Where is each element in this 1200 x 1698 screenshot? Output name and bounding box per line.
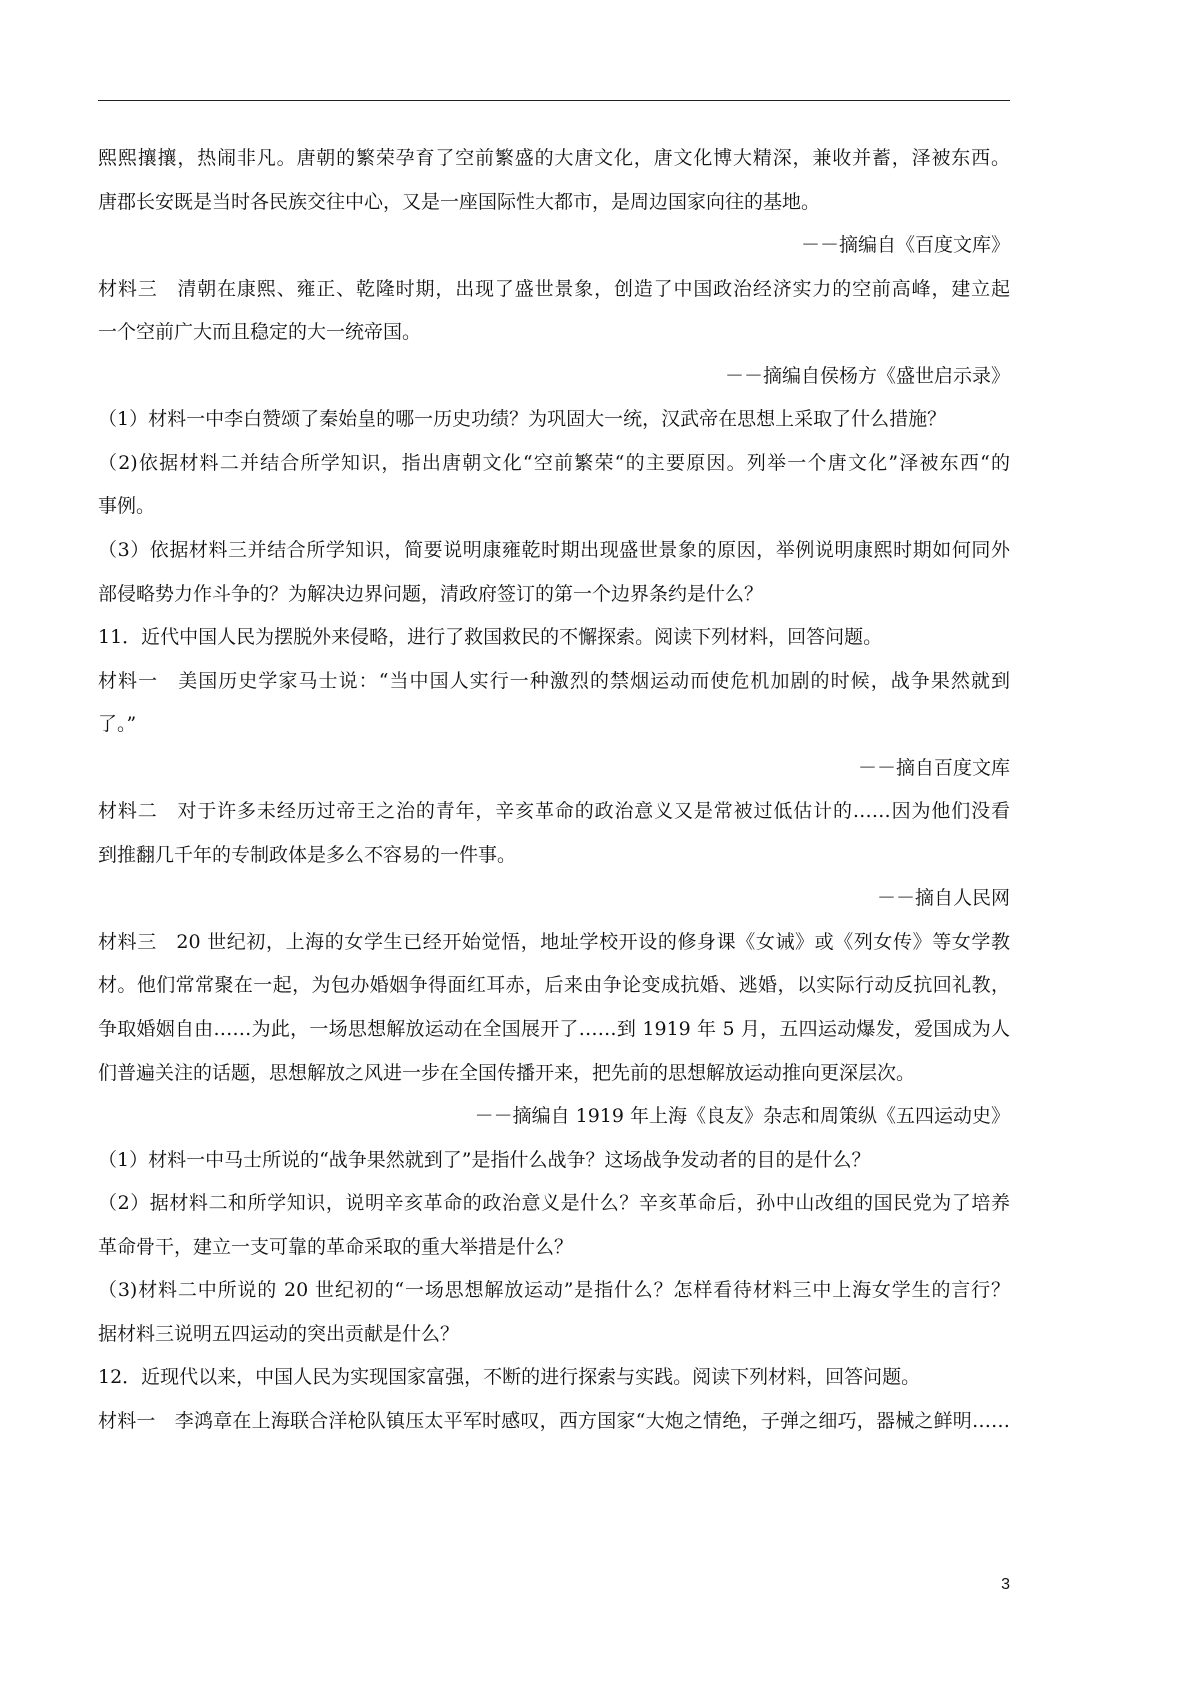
text-line: 据材料三说明五四运动的突出贡献是什么？ [98,1322,460,1345]
text-line: 材。他们常常聚在一起，为包办婚姻争得面红耳赤，后来由争论变成抗婚、逃婚，以实际行动反抗回礼教， [98,974,1010,997]
text-line: 们普遍关注的话题，思想解放之风进一步在全国传播开来，把先前的思想解放运动推向更深层次。 [98,1061,916,1084]
text-line: 材料一 美国历史学家马士说：“当中国人实行一种激烈的禁烟运动而使危机加剧的时候，战争果然就到 [98,669,1010,692]
text-line: （3)材料二中所说的 20 世纪初的“一场思想解放运动”是指什么？怎样看待材料三中上海女学生的言行？ [98,1279,1010,1302]
text-line: 争取婚姻自由……为此，一场思想解放运动在全国展开了……到 1919 年 5 月，五四运动爆发，爱国成为人 [98,1018,1010,1040]
source-citation: －－摘编自 1919 年上海《良友》杂志和周策纵《五四运动史》 [474,1105,1010,1128]
text-line: （3）依据材料三并结合所学知识，简要说明康雍乾时期出现盛世景象的原因，举例说明康熙时期如何同外 [98,538,1010,561]
text-line: （1）材料一中马士所说的“战争果然就到了”是指什么战争？这场战争发动者的目的是什么？ [98,1148,871,1171]
text-line: （2)依据材料二并结合所学知识，指出唐朝文化“空前繁荣“的主要原因。列举一个唐文化”泽被东西“的 [98,451,1010,474]
text-line: 革命骨干，建立一支可靠的革命采取的重大举措是什么？ [98,1235,574,1258]
source-citation: －－摘编自《百度文库》 [800,234,1010,257]
text-line: 到推翻几千年的专制政体是多么不容易的一件事。 [98,843,517,866]
text-line: 唐郡长安既是当时各民族交往中心，又是一座国际性大都市，是周边国家向往的基地。 [98,190,821,213]
text-line: 12．近现代以来，中国人民为实现国家富强，不断的进行探索与实践。阅读下列材料，回答问题。 [98,1366,921,1389]
text-line: 11．近代中国人民为摆脱外来侵略，进行了救国救民的不懈探索。阅读下列材料，回答问题。 [98,626,883,649]
text-line: （1）材料一中李白赞颂了秦始皇的哪一历史功绩？为巩固大一统，汉武帝在思想上采取了什么措施？ [98,408,947,431]
text-line: 材料三 清朝在康熙、雍正、乾隆时期，出现了盛世景象，创造了中国政治经济实力的空前高峰，建立起 [98,277,1010,300]
text-line: 了。” [98,713,137,736]
page-number: 3 [1001,1576,1010,1593]
source-citation: －－摘编自侯杨方《盛世启示录》 [724,364,1010,387]
text-line: 材料二 对于许多未经历过帝王之治的青年，辛亥革命的政治意义又是常被过低估计的……因为他们没看 [98,800,1010,823]
text-line: （2）据材料二和所学知识，说明辛亥革命的政治意义是什么？辛亥革命后，孙中山改组的国民党为了培养 [98,1192,1010,1215]
source-citation: －－摘自百度文库 [857,756,1010,779]
source-citation: －－摘自人民网 [876,887,1010,910]
header-rule [98,100,1010,101]
text-line: 事例。 [98,495,156,518]
text-line: 材料三 20 世纪初，上海的女学生已经开始觉悟，地址学校开设的修身课《女诫》或《列女传》等女学教 [98,930,1010,953]
text-line: 部侵略势力作斗争的？为解决边界问题，清政府签订的第一个边界条约是什么？ [98,582,764,605]
text-line: 材料一 李鸿章在上海联合洋枪队镇压太平军时感叹，西方国家“大炮之情绝，子弹之细巧，器械之鲜明…… [98,1409,1010,1432]
text-line: 一个空前广大而且稳定的大一统帝国。 [98,321,422,344]
text-line: 熙熙攘攘，热闹非凡。唐朝的繁荣孕育了空前繁盛的大唐文化，唐文化博大精深，兼收并蓄，泽被东西。 [98,147,1010,169]
